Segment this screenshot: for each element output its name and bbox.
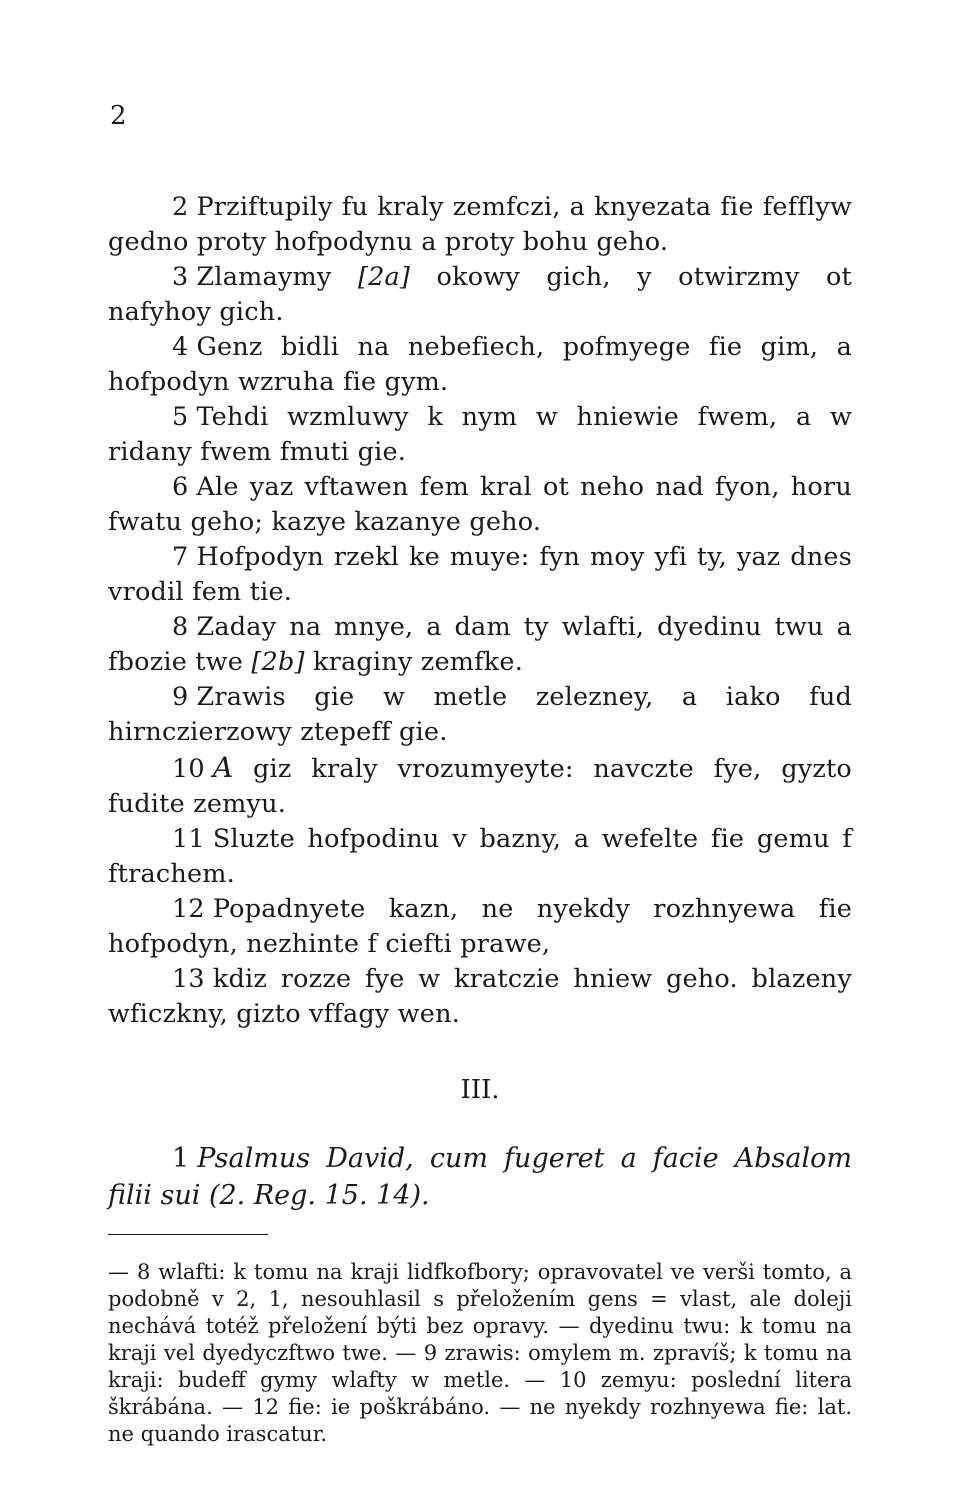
footnote-text: — 8 wlafti: k tomu na kraji lidfkofbory; opravovatel ve verši tomto, a podobně v 2, 1, nesouhlasil s přeložením gens = vlast, ale doleji nechává totéž přeložení býti bez opravy. — dyedinu twu: k tomu na kraji vel dyedyczftwo twe. — 9 zrawis: omylem m. zpravíš; k tomu na kraji: budeff gymy wlafty w metle. — 10 zemyu: poslední litera škrábána. — 12 fie: ie poškrábáno. — ne nyekdy rozhnyewa fie: lat. ne quando irascatur. bbox=[108, 1260, 852, 1446]
verse: 10 A giz kraly vrozumyeyte: navczte fye, gyzto fudite zemyu. bbox=[108, 751, 852, 819]
verse: 13 kdiz rozze fye w kratczie hniew geho. blazeny wficzkny, gizto vffagy wen. bbox=[108, 964, 852, 1029]
verse: 7 Hofpodyn rzekl ke muye: fyn moy yfi ty, yaz dnes vrodil fem tie. bbox=[108, 542, 852, 607]
verse: 9 Zrawis gie w metle zelezney, a iako fud hirnczierzowy ztepeff gie. bbox=[108, 682, 852, 747]
verse: 6 Ale yaz vftawen fem kral ot neho nad fyon, horu fwatu geho; kazye kazanye geho. bbox=[108, 472, 852, 537]
footnote-divider bbox=[108, 1234, 268, 1235]
verse: 5 Tehdi wzmluwy k nym w hniewie fwem, a w ridany fwem fmuti gie. bbox=[108, 402, 852, 467]
verse: 11 Sluzte hofpodinu v bazny, a wefelte fie gemu f ftrachem. bbox=[108, 824, 852, 889]
verse: 3 Zlamaymy [2a] okowy gich, y otwirzmy ot nafyhoy gich. bbox=[108, 262, 852, 327]
footnotes bbox=[108, 1259, 852, 1448]
section-heading: III. bbox=[460, 1075, 500, 1105]
verse: 4 Genz bidli na nebefiech, pofmyege fie gim, a hofpodyn wzruha fie gym. bbox=[108, 332, 852, 397]
verse: 12 Popadnyete kazn, ne nyekdy rozhnyewa fie hofpodyn, nezhinte f ciefti prawe, bbox=[108, 894, 852, 959]
folio-marker: [2b] bbox=[251, 647, 305, 677]
verse: 2 Prziftupily fu kraly zemfczi, a knyezata fie fefflyw gedno proty hofpodynu a proty bohu geho. bbox=[108, 192, 852, 257]
initial-letter: A bbox=[212, 751, 234, 784]
page-number: 2 bbox=[110, 101, 127, 131]
verse-list bbox=[108, 190, 852, 1032]
verse: 8 Zaday na mnye, a dam ty wlafti, dyedinu twu a fbozie twe [2b] kraginy zemfke. bbox=[108, 612, 852, 677]
page bbox=[108, 96, 852, 1448]
folio-marker: [2a] bbox=[357, 262, 411, 292]
psalm-title: 1 Psalmus David, cum fugeret a facie Absalom filii sui (2. Reg. 15. 14). bbox=[108, 1143, 852, 1211]
